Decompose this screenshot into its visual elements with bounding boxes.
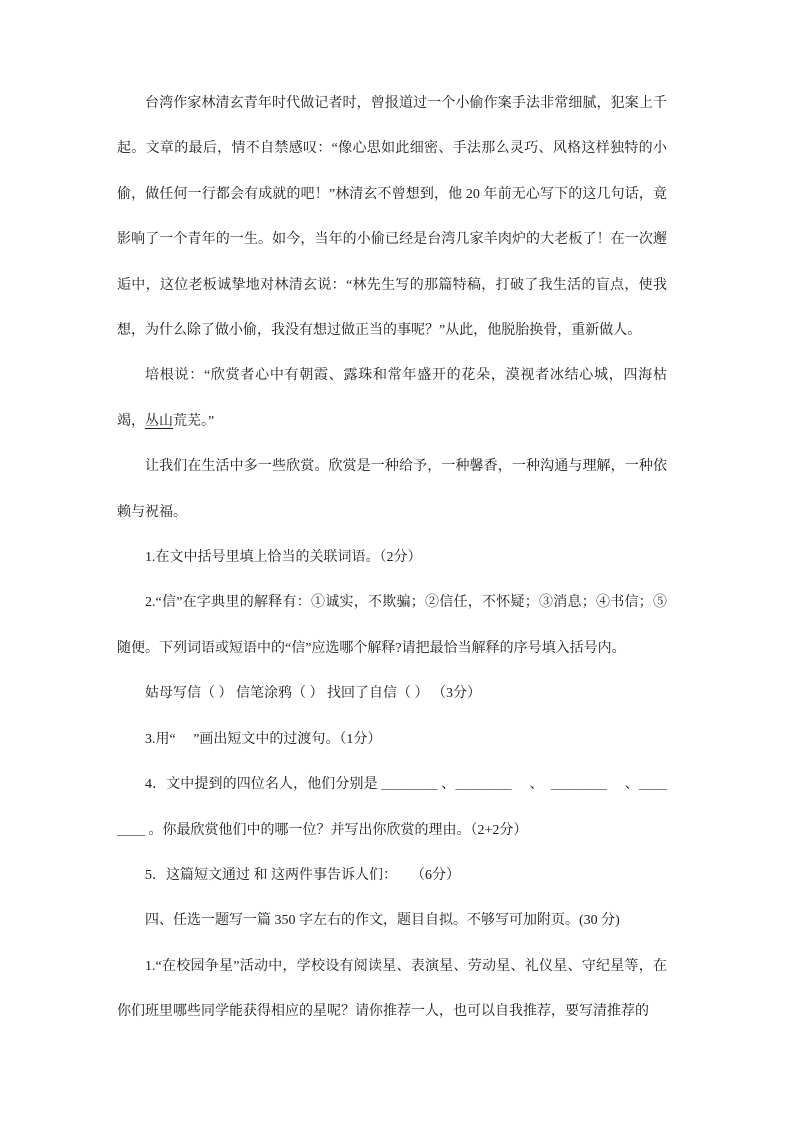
- question-2-answer-items: 姑母写信（ ） 信笔涂鸦（ ） 找回了自信（ ） （3分）: [145, 686, 481, 702]
- bacon-quote-pre: 培根说：“欣赏者心中有朝霞、露珠和常年盛开的花朵，漠视者冰结心城，四海枯竭，: [117, 368, 667, 429]
- question-5: 5．这篇短文通过 和 这两件事告诉人们： （6分）: [145, 867, 460, 883]
- bacon-quote-post: 荒芜。”: [173, 413, 215, 429]
- essay-topic-1: 1.“在校园争星”活动中，学校设有阅读星、表演星、劳动星、礼仪星、守纪星等，在你们班里哪些同学能获得相应的星呢？请你推荐一人，也可以自我推荐，要写清推荐的: [117, 958, 667, 1020]
- question-2: 2.“信”在字典里的解释有：①诚实，不欺骗；②信任，不怀疑；③消息；④书信；⑤随便。下列词语或短语中的“信”应选哪个解释?请把最恰当解释的序号填入括号内。: [117, 595, 667, 656]
- question-4: 4．文中提到的四位名人，他们分别是 ＿＿＿＿ 、＿＿＿＿ 、 ＿＿＿＿ 、＿＿＿＿ 。你最欣赏他们中的哪一位？并写出你欣赏的理由。（2+2分）: [117, 777, 667, 838]
- page-text-block: [117, 81, 667, 1035]
- underlined-phrase: 丛山: [145, 413, 173, 429]
- section-4-heading: 四、任选一题写一篇 350 字左右的作文，题目自拟。不够写可加附页。(30 分): [145, 913, 620, 929]
- question-3: 3.用“ ”画出短文中的过渡句。（1分）: [145, 731, 382, 747]
- passage-paragraph-conclusion: 让我们在生活中多一些欣赏。欣赏是一种给予，一种馨香，一种沟通与理解，一种依赖与祝福。: [117, 459, 667, 520]
- passage-paragraph-lin-qingxuan: 台湾作家林清玄青年时代做记者时，曾报道过一个小偷作案手法非常细腻，犯案上千起。文章的最后，情不自禁感叹：“像心思如此细密、手法那么灵巧、风格这样独特的小偷，做任何一行都会有成就的吧！”林清玄不曾想到，他 20 年前无心写下的这几句话，竟影响了一个青年的一生。如今，当年的小偷已经是台湾几家羊肉炉的大老板了！在一次邂逅中，这位老板诚挚地对林清玄说：“林先生写的那篇特稿，打破了我生活的盲点，使我想，为什么除了做小偷，我没有想过做正当的事呢？”从此，他脱胎换骨，重新做人。: [117, 96, 667, 339]
- question-1: 1.在文中括号里填上恰当的关联词语。（2分）: [145, 550, 422, 566]
- passage-paragraph-bacon-quote: [117, 353, 667, 444]
